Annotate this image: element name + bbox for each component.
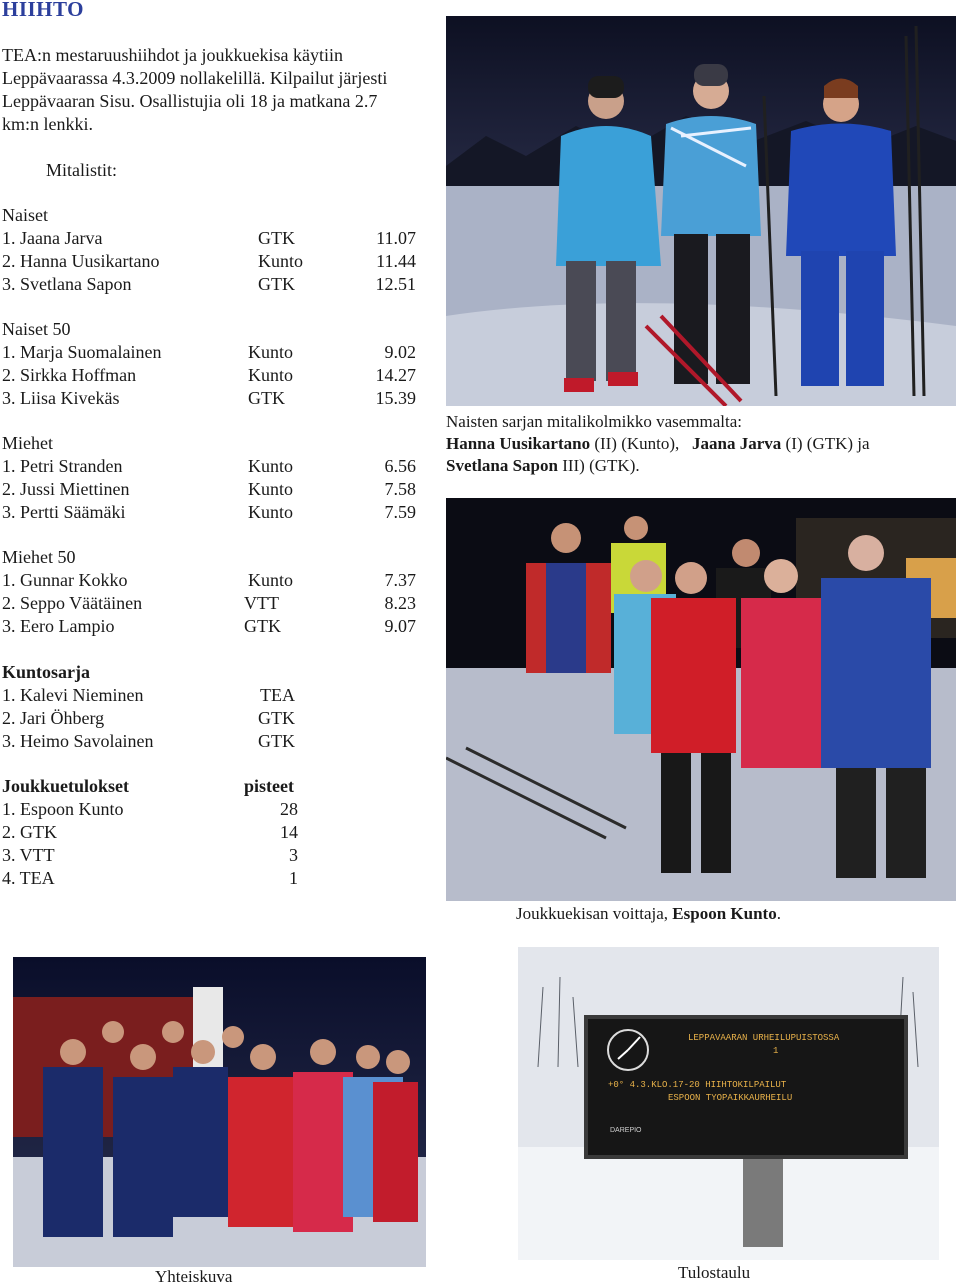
category-title: Miehet bbox=[2, 433, 53, 453]
intro-line: km:n lenkki. bbox=[2, 114, 93, 134]
category-title: Kuntosarja bbox=[2, 662, 91, 682]
team-name: 3. VTT bbox=[2, 845, 55, 865]
team-points: 14 bbox=[280, 822, 298, 842]
scoreboard-line: LEPPAVAARAN URHEILUPUISTOSSA bbox=[688, 1033, 840, 1043]
photo-team-winner bbox=[446, 498, 956, 901]
club-name: VTT bbox=[244, 593, 279, 613]
intro-line: TEA:n mestaruushiihdot ja joukkuekisa käytiin bbox=[2, 45, 343, 65]
team-results-title: Joukkuetulokset bbox=[2, 776, 130, 796]
club-name: GTK bbox=[244, 616, 281, 636]
athlete-name: 1. Petri Stranden bbox=[2, 456, 123, 476]
athlete-name: 1. Kalevi Nieminen bbox=[2, 685, 144, 705]
caption-womens-medalists bbox=[446, 411, 956, 477]
club-name: Kunto bbox=[248, 456, 293, 476]
athlete-name: 2. Sirkka Hoffman bbox=[2, 365, 137, 385]
scoreboard-brand: DAREPIO bbox=[610, 1127, 642, 1134]
caption-text: III) (GTK). bbox=[557, 456, 640, 475]
photo-group bbox=[13, 957, 426, 1267]
club-name: Kunto bbox=[248, 570, 293, 590]
medalists-label: Mitalistit: bbox=[46, 160, 118, 180]
athlete-name: 1. Gunnar Kokko bbox=[2, 570, 128, 590]
result-time: 15.39 bbox=[375, 388, 416, 408]
result-time: 9.02 bbox=[384, 342, 416, 362]
caption-group: Yhteiskuva bbox=[155, 1267, 233, 1286]
caption-team-winner bbox=[516, 903, 781, 925]
caption-text: . bbox=[776, 904, 781, 923]
caption-bold-name: Espoon Kunto bbox=[672, 904, 777, 923]
scoreboard-line: 1 bbox=[773, 1046, 779, 1056]
athlete-name: 1. Marja Suomalainen bbox=[2, 342, 162, 362]
club-name: GTK bbox=[258, 708, 295, 728]
result-time: 11.44 bbox=[376, 251, 416, 271]
intro-line: Leppävaarassa 4.3.2009 nollakelillä. Kilpailut järjesti bbox=[2, 68, 388, 88]
athlete-name: 1. Jaana Jarva bbox=[2, 228, 103, 248]
caption-text: Joukkuekisan voittaja, bbox=[516, 904, 673, 923]
photo-scoreboard bbox=[518, 947, 939, 1260]
caption-line: Naisten sarjan mitalikolmikko vasemmalta: bbox=[446, 412, 743, 431]
team-points: 3 bbox=[289, 845, 298, 865]
athlete-name: 2. Jari Öhberg bbox=[2, 708, 105, 728]
athlete-name: 3. Eero Lampio bbox=[2, 616, 115, 636]
team-name: 2. GTK bbox=[2, 822, 57, 842]
result-time: 9.07 bbox=[384, 616, 416, 636]
athlete-name: 2. Hanna Uusikartano bbox=[2, 251, 160, 271]
caption-text: (II) (Kunto), bbox=[590, 434, 680, 453]
points-header: pisteet bbox=[244, 776, 294, 796]
category-title: Miehet 50 bbox=[2, 547, 76, 567]
result-time: 7.58 bbox=[384, 479, 416, 499]
caption-scoreboard: Tulostaulu bbox=[678, 1263, 751, 1282]
team-name: 1. Espoon Kunto bbox=[2, 799, 124, 819]
scoreboard-line: +0° 4.3.KLO.17-20 HIIHTOKILPAILUT bbox=[608, 1080, 787, 1090]
athlete-name: 2. Seppo Väätäinen bbox=[2, 593, 143, 613]
club-name: Kunto bbox=[248, 342, 293, 362]
category-title: Naiset 50 bbox=[2, 319, 71, 339]
intro-line: Leppävaaran Sisu. Osallistujia oli 18 ja matkana 2.7 bbox=[2, 91, 378, 111]
club-name: GTK bbox=[258, 274, 295, 294]
club-name: TEA bbox=[260, 685, 295, 705]
athlete-name: 2. Jussi Miettinen bbox=[2, 479, 130, 499]
team-name: 4. TEA bbox=[2, 868, 55, 888]
category-title: Naiset bbox=[2, 205, 48, 225]
caption-line bbox=[446, 455, 956, 477]
result-time: 12.51 bbox=[375, 274, 416, 294]
club-name: Kunto bbox=[248, 479, 293, 499]
result-time: 6.56 bbox=[384, 456, 416, 476]
caption-line bbox=[446, 433, 956, 455]
caption-text: (I) (GTK) ja bbox=[781, 434, 870, 453]
team-points: 28 bbox=[280, 799, 298, 819]
athlete-name: 3. Heimo Savolainen bbox=[2, 731, 154, 751]
athlete-name: 3. Svetlana Sapon bbox=[2, 274, 132, 294]
athlete-name: 3. Liisa Kivekäs bbox=[2, 388, 120, 408]
caption-bold-name: Svetlana Sapon bbox=[446, 456, 558, 475]
result-time: 8.23 bbox=[384, 593, 416, 613]
club-name: Kunto bbox=[248, 502, 293, 522]
team-points: 1 bbox=[289, 868, 298, 888]
caption-bold-name: Jaana Jarva bbox=[692, 434, 782, 453]
result-time: 11.07 bbox=[376, 228, 416, 248]
result-time: 14.27 bbox=[375, 365, 416, 385]
photo-womens-medalists bbox=[446, 16, 956, 406]
club-name: GTK bbox=[258, 731, 295, 751]
athlete-name: 3. Pertti Säämäki bbox=[2, 502, 126, 522]
page-heading: HIIHTO bbox=[2, 0, 84, 21]
result-time: 7.59 bbox=[384, 502, 416, 522]
club-name: Kunto bbox=[258, 251, 303, 271]
intro-paragraph bbox=[2, 44, 422, 136]
result-time: 7.37 bbox=[384, 570, 416, 590]
caption-bold-name: Hanna Uusikartano bbox=[446, 434, 591, 453]
club-name: GTK bbox=[248, 388, 285, 408]
club-name: Kunto bbox=[248, 365, 293, 385]
scoreboard-line: ESPOON TYOPAIKKAURHEILU bbox=[668, 1093, 793, 1103]
club-name: GTK bbox=[258, 228, 295, 248]
